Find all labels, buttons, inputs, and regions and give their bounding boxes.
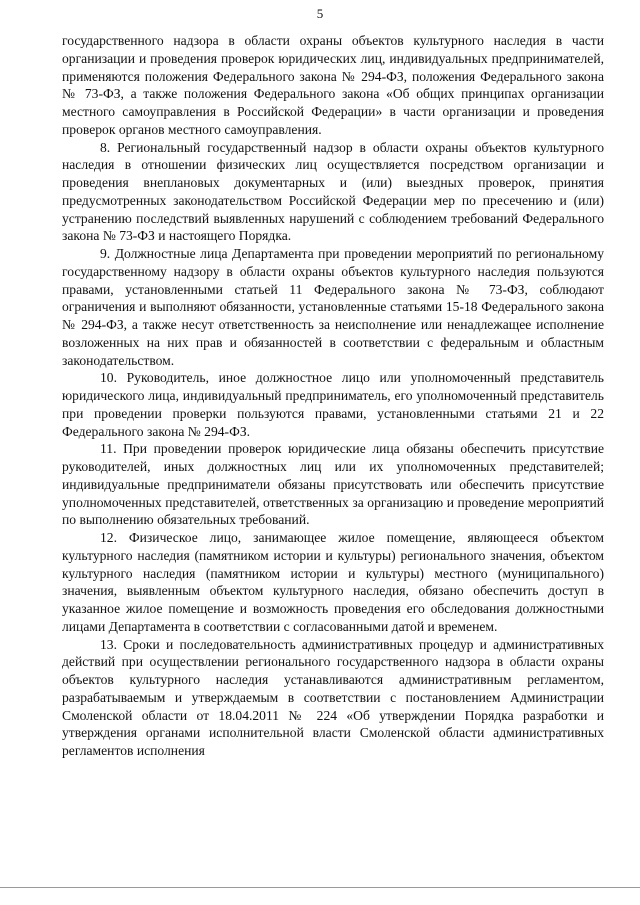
- page-number: 5: [316, 6, 324, 21]
- page-bottom-divider: [0, 887, 640, 888]
- paragraph-9: 9. Должностные лица Департамента при проведении мероприятий по региональному государственному надзору в области охраны объектов культурного наследия пользуются правами, установленными статьей 11 Федерального закона № 73-ФЗ, соблюдают ограничения и выполняют обязанности, установленные статьями 15-18 Федерального закона № 294-ФЗ, а также несут ответственность за неисполнение или ненадлежащее исполнение возложенных на них прав и обязанностей в соответствии с федеральным и областным законодательством.: [62, 246, 604, 368]
- paragraph-12: 12. Физическое лицо, занимающее жилое помещение, являющееся объектом культурного наследия (памятником истории и культуры) регионального значения, объектом культурного наследия (памятником истории и культуры) местного (муниципального) значения, выявленным объектом культурного наследия, обязано обеспечить доступ в указанное жилое помещение и возможность проведения его обследования должностными лицами Департамента в соответствии с согласованными датой и временем.: [62, 530, 604, 634]
- paragraph-11: 11. При проведении проверок юридические лица обязаны обеспечить присутствие руководителей, иных должностных лиц или их уполномоченных представителей; индивидуальные предприниматели обязаны присутствовать или обеспечить присутствие уполномоченных представителей, ответственных за организацию и проведение мероприятий по выполнению обязательных требований.: [62, 441, 604, 528]
- paragraph-13: 13. Сроки и последовательность административных процедур и административных действий при осуществлении регионального государственного надзора в области охраны объектов культурного наследия устанавливаются административным регламентом, разрабатываемым и утверждаемым в соответствии с постановлением Администрации Смоленской области от 18.04.2011 № 224 «Об утверждении Порядка разработки и утверждения органами исполнительной власти Смоленской области административных регламентов исполнения: [62, 636, 604, 758]
- paragraph-8: 8. Региональный государственный надзор в области охраны объектов культурного наследия в отношении физических лиц осуществляется посредством организации и проведения внеплановых документарных и (или) выездных проверок, принятия предусмотренных законодательством Российской Федерации мер по пресечению и (или) устранению последствий выявленных нарушений с соблюдением требований Федерального закона № 73-ФЗ и настоящего Порядка.: [62, 139, 604, 244]
- paragraph-10: 10. Руководитель, иное должностное лицо или уполномоченный представитель юридического лица, индивидуальный предприниматель, его уполномоченный представитель при проведении проверки пользуются правами, установленными статьями 21 и 22 Федерального закона № 294-ФЗ.: [62, 370, 604, 439]
- paragraph-continuation: государственного надзора в области охраны объектов культурного наследия в части организации и проведения проверок юридических лиц, индивидуальных предпринимателей, применяются положения Федерального закона № 294-ФЗ, положения Федерального закона № 73-ФЗ, а также положения Федерального закона «Об общих принципах организации местного самоуправления в Российской Федерации» в части организации и проведения проверок органов местного самоуправления.: [62, 33, 604, 137]
- document-body: [62, 32, 604, 760]
